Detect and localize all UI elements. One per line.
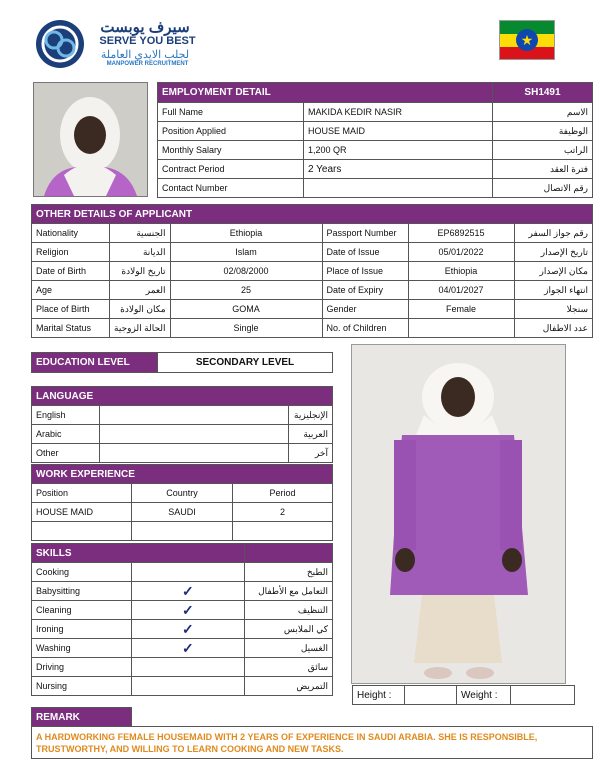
education-table xyxy=(31,352,333,373)
field-label-ar: رقم الاتصال xyxy=(493,179,593,198)
skill-name-ar: التمريض xyxy=(244,677,332,696)
measurements-table xyxy=(352,685,575,705)
skill-name-ar: التعامل مع الأطفال xyxy=(244,582,332,601)
skill-check-icon xyxy=(132,658,245,677)
skill-name: Babysitting xyxy=(32,582,132,601)
other-details-table xyxy=(31,204,593,338)
detail-label-ar: الديانة xyxy=(110,243,171,262)
skill-name: Cooking xyxy=(32,563,132,582)
work-country: SAUDI xyxy=(132,503,233,522)
table-row xyxy=(32,444,333,463)
logo-emblem-icon xyxy=(34,18,86,70)
employment-title: EMPLOYMENT DETAIL xyxy=(158,83,493,103)
skill-check-icon: ✓ xyxy=(132,582,245,601)
language-level xyxy=(100,406,289,425)
table-row xyxy=(32,601,333,620)
work-experience-title: WORK EXPERIENCE xyxy=(32,465,333,484)
detail-label: Date of Expiry xyxy=(322,281,408,300)
detail-label: Religion xyxy=(32,243,110,262)
detail-value: Ethiopia xyxy=(170,224,322,243)
work-period: 2 xyxy=(233,503,333,522)
detail-label-ar: رقم جواز السفر xyxy=(514,224,592,243)
column-header: Period xyxy=(233,484,333,503)
skill-name-ar: الطبخ xyxy=(244,563,332,582)
skill-name-ar: الغسيل xyxy=(244,639,332,658)
table-row xyxy=(32,406,333,425)
table-row xyxy=(158,160,593,179)
detail-value: Ethiopia xyxy=(408,262,514,281)
weight-label: Weight : xyxy=(457,686,511,705)
full-name-value: MAKIDA KEDIR NASIR xyxy=(304,103,493,122)
table-row xyxy=(158,103,593,122)
skill-name: Cleaning xyxy=(32,601,132,620)
other-details-title: OTHER DETAILS OF APPLICANT xyxy=(32,205,593,224)
table-row xyxy=(32,319,593,338)
detail-label: Gender xyxy=(322,300,408,319)
detail-label: Place of Issue xyxy=(322,262,408,281)
detail-label: Date of Birth xyxy=(32,262,110,281)
field-label-ar: الاسم xyxy=(493,103,593,122)
employment-detail-table xyxy=(157,82,593,198)
table-row xyxy=(32,522,333,541)
detail-label-ar: تاريخ الولادة xyxy=(110,262,171,281)
skill-check-icon xyxy=(132,563,245,582)
skills-title: SKILLS xyxy=(32,544,245,563)
logo-name: SERVE YOU BEST xyxy=(99,35,196,47)
logo-arabic: سيرف يوبست xyxy=(100,19,190,36)
remark-table xyxy=(31,707,593,759)
detail-label-ar: مكان الولادة xyxy=(110,300,171,319)
language-level xyxy=(100,444,289,463)
salary-value: 1,200 QR xyxy=(304,141,493,160)
detail-label-ar: الحالة الزوجية xyxy=(110,319,171,338)
detail-label: Nationality xyxy=(32,224,110,243)
table-row xyxy=(158,179,593,198)
field-label-ar: الراتب xyxy=(493,141,593,160)
language-name: English xyxy=(32,406,100,425)
detail-value: Islam xyxy=(170,243,322,262)
education-value: SECONDARY LEVEL xyxy=(158,353,333,373)
field-label: Position Applied xyxy=(158,122,304,141)
table-row xyxy=(32,620,333,639)
detail-label-ar: مكان الإصدار xyxy=(514,262,592,281)
detail-label: Date of Issue xyxy=(322,243,408,262)
table-row xyxy=(158,141,593,160)
detail-label: Age xyxy=(32,281,110,300)
skills-table xyxy=(31,543,333,696)
height-value xyxy=(405,686,457,705)
table-row xyxy=(32,658,333,677)
remark-title: REMARK xyxy=(32,708,132,727)
applicant-full-photo xyxy=(351,344,566,684)
skill-name-ar: التنظيف xyxy=(244,601,332,620)
detail-label-ar: سنجلا xyxy=(514,300,592,319)
detail-value xyxy=(408,319,514,338)
position-value: HOUSE MAID xyxy=(304,122,493,141)
flag-emblem-icon: ★ xyxy=(516,29,538,51)
table-row xyxy=(32,300,593,319)
remark-text: A HARDWORKING FEMALE HOUSEMAID WITH 2 YEARS OF EXPERIENCE IN SAUDI ARABIA. SHE IS RESPONSIBLE, TRUSTWORTHY, AND WILLING TO LEARN COOKING AND NEW TASKS. xyxy=(32,727,593,759)
skill-name: Driving xyxy=(32,658,132,677)
logo-arabic-sub: لجلب الايدي العاملة xyxy=(100,49,190,61)
education-label: EDUCATION LEVEL xyxy=(32,353,158,373)
language-name-ar: آخر xyxy=(289,444,333,463)
column-header: Country xyxy=(132,484,233,503)
applicant-portrait xyxy=(33,82,148,197)
detail-label: Passport Number xyxy=(322,224,408,243)
table-row xyxy=(32,425,333,444)
table-row xyxy=(32,503,333,522)
table-header-row xyxy=(32,484,333,503)
detail-label-ar: العمر xyxy=(110,281,171,300)
detail-label-ar: الجنسية xyxy=(110,224,171,243)
detail-label: No. of Children xyxy=(322,319,408,338)
weight-value xyxy=(511,686,575,705)
work-position xyxy=(32,522,132,541)
skill-name: Ironing xyxy=(32,620,132,639)
field-label: Contact Number xyxy=(158,179,304,198)
portrait-figure-icon xyxy=(34,83,147,196)
detail-value: 05/01/2022 xyxy=(408,243,514,262)
skill-check-icon: ✓ xyxy=(132,620,245,639)
skills-title-spacer xyxy=(244,544,332,563)
language-name-ar: الإنجليزية xyxy=(289,406,333,425)
detail-value: GOMA xyxy=(170,300,322,319)
language-title: LANGUAGE xyxy=(32,387,333,406)
detail-label-ar: انتهاء الجواز xyxy=(514,281,592,300)
detail-label: Place of Birth xyxy=(32,300,110,319)
field-label: Contract Period xyxy=(158,160,304,179)
company-logo xyxy=(34,18,204,70)
detail-label-ar: تاريخ الإصدار xyxy=(514,243,592,262)
work-position: HOUSE MAID xyxy=(32,503,132,522)
detail-value: 04/01/2027 xyxy=(408,281,514,300)
detail-value: Female xyxy=(408,300,514,319)
language-table xyxy=(31,386,333,463)
logo-subtitle: MANPOWER RECRUITMENT xyxy=(106,61,189,67)
table-row xyxy=(32,677,333,696)
contract-value: 2 Years xyxy=(304,160,493,179)
skill-check-icon xyxy=(132,677,245,696)
skill-name: Nursing xyxy=(32,677,132,696)
detail-value: EP6892515 xyxy=(408,224,514,243)
field-label: Full Name xyxy=(158,103,304,122)
language-level xyxy=(100,425,289,444)
detail-value: 25 xyxy=(170,281,322,300)
height-label: Height : xyxy=(353,686,405,705)
detail-label-ar: عدد الاطفال xyxy=(514,319,592,338)
skill-check-icon: ✓ xyxy=(132,601,245,620)
detail-value: 02/08/2000 xyxy=(170,262,322,281)
contact-value xyxy=(304,179,493,198)
work-experience-table xyxy=(31,464,333,541)
work-country xyxy=(132,522,233,541)
skill-name-ar: سائق xyxy=(244,658,332,677)
skill-name: Washing xyxy=(32,639,132,658)
field-label: Monthly Salary xyxy=(158,141,304,160)
column-header: Position xyxy=(32,484,132,503)
full-body-figure-icon xyxy=(352,345,565,683)
language-name: Other xyxy=(32,444,100,463)
detail-label: Marital Status xyxy=(32,319,110,338)
work-period xyxy=(233,522,333,541)
detail-value: Single xyxy=(170,319,322,338)
ethiopia-flag xyxy=(499,20,555,60)
language-name-ar: العربية xyxy=(289,425,333,444)
table-row xyxy=(32,281,593,300)
table-row xyxy=(158,122,593,141)
table-row xyxy=(32,639,333,658)
reference-code: SH1491 xyxy=(493,83,593,103)
table-row xyxy=(32,224,593,243)
field-label-ar: فترة العقد xyxy=(493,160,593,179)
table-row xyxy=(32,582,333,601)
language-name: Arabic xyxy=(32,425,100,444)
table-row xyxy=(32,262,593,281)
remark-spacer xyxy=(132,708,593,727)
table-row xyxy=(32,243,593,262)
skill-name-ar: كي الملابس xyxy=(244,620,332,639)
table-row xyxy=(32,563,333,582)
skill-check-icon: ✓ xyxy=(132,639,245,658)
field-label-ar: الوظيفة xyxy=(493,122,593,141)
